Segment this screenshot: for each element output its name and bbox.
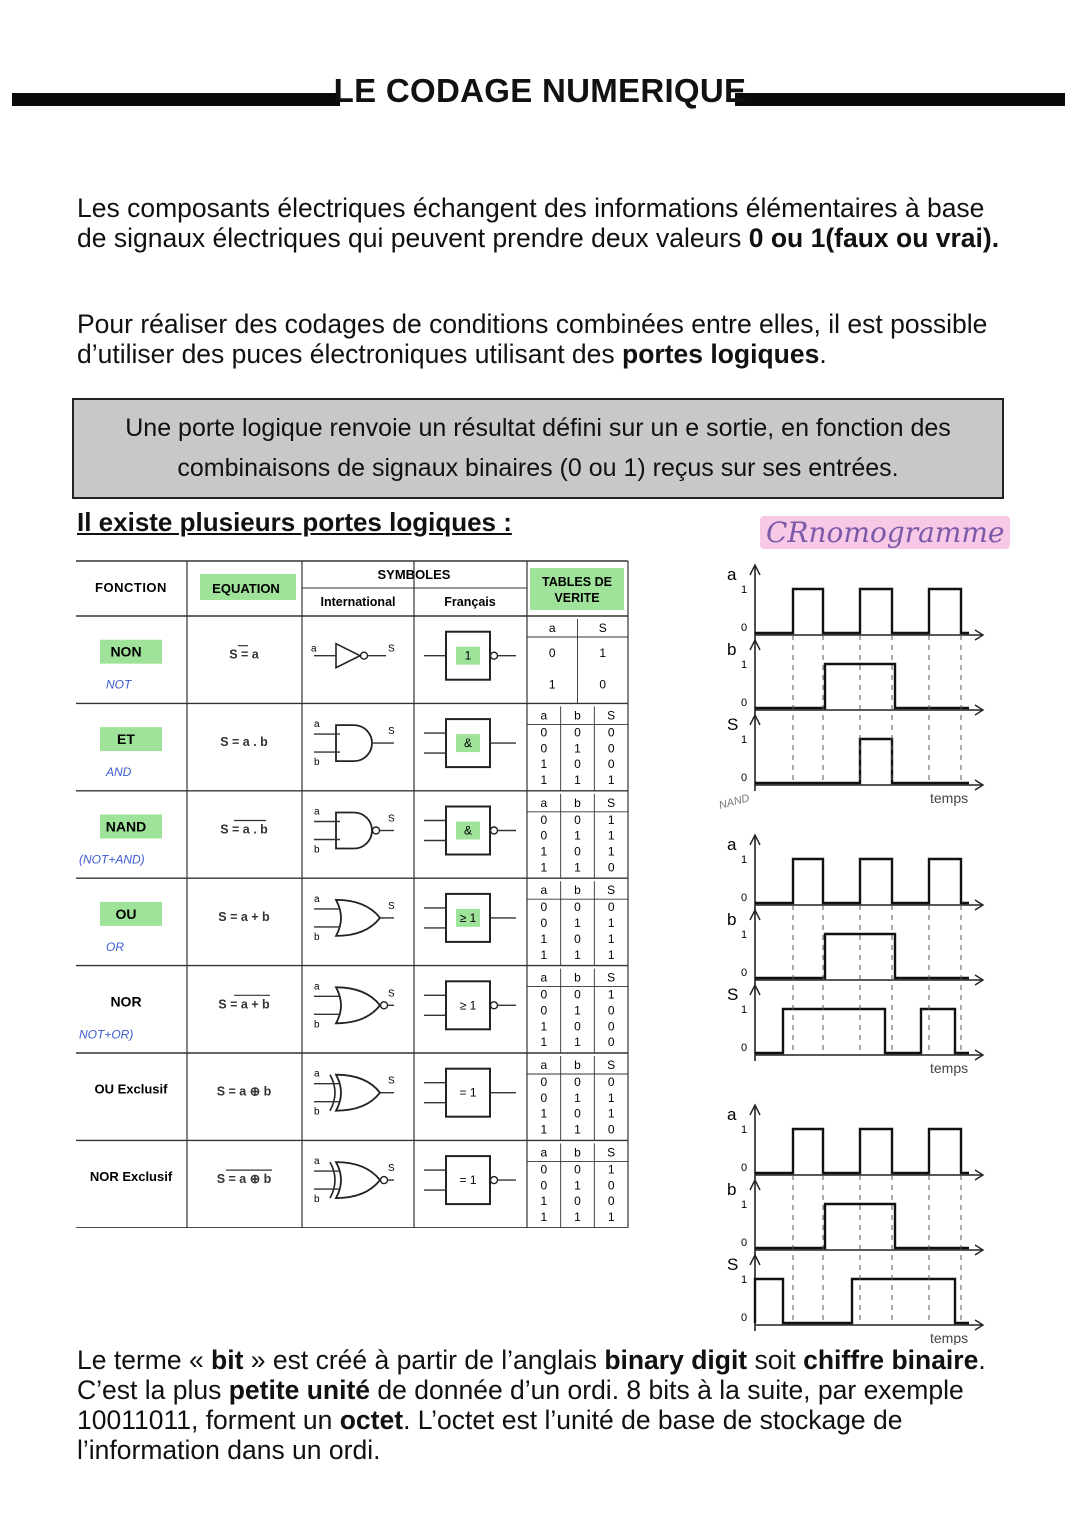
section-title: Il existe plusieurs portes logiques : — [77, 507, 512, 537]
signal-label: a — [727, 1105, 737, 1124]
truth-cell: 1 — [574, 1178, 581, 1193]
gate-row — [95, 1058, 616, 1137]
truth-col-header: a — [548, 621, 556, 635]
fonction-label: OU — [115, 905, 137, 922]
svg-text:1: 1 — [741, 1004, 748, 1016]
definition-box — [72, 398, 1004, 499]
signal-waveform — [755, 859, 969, 903]
gate-symbol — [336, 813, 372, 849]
truth-cell: 1 — [607, 844, 615, 859]
intro-paragraph-1: Les composants électriques échangent des informations élémentaires à base de signaux électriques qui peuvent prendre deux valeurs 0 ou 1(faux ou vrai). — [77, 193, 1000, 253]
truth-cell: 1 — [574, 947, 581, 962]
signal-s — [727, 985, 983, 1061]
truth-col-header: S — [598, 621, 607, 635]
header-tables-line2: VERITE — [554, 591, 600, 605]
time-label: temps — [930, 1060, 969, 1076]
truth-cell: 1 — [574, 1122, 581, 1137]
svg-text:S: S — [388, 1163, 395, 1175]
fonction-label: NOR Exclusif — [89, 1169, 173, 1185]
truth-cell: 1 — [574, 1209, 581, 1224]
truth-cell: 0 — [574, 757, 581, 772]
svg-text:0: 0 — [741, 967, 748, 979]
chronogram — [727, 1105, 983, 1345]
truth-col-header: b — [574, 795, 581, 810]
svg-text:1: 1 — [741, 854, 748, 866]
signal-b — [727, 1180, 983, 1256]
truth-cell: 1 — [607, 1090, 615, 1105]
header-tables-line1: TABLES DE — [542, 575, 612, 589]
svg-text:a: a — [314, 806, 320, 818]
svg-text:S: S — [388, 988, 395, 1000]
svg-text:1: 1 — [741, 929, 748, 941]
gate-row — [79, 971, 615, 1050]
truth-cell: 0 — [574, 844, 581, 859]
fonction-note: NOT+OR) — [79, 1027, 134, 1042]
fonction-note: (NOT+AND) — [79, 852, 145, 867]
truth-cell: 1 — [540, 844, 548, 859]
truth-cell: 0 — [574, 1162, 581, 1177]
french-gate-label: 1 — [464, 648, 472, 663]
truth-col-header: a — [540, 795, 548, 810]
truth-cell: 1 — [574, 772, 581, 787]
time-label: temps — [930, 790, 969, 806]
svg-text:0: 0 — [741, 622, 748, 634]
svg-text:a: a — [314, 1156, 320, 1168]
signal-a — [727, 1105, 983, 1181]
truth-col-header: b — [574, 883, 581, 898]
truth-cell: 1 — [574, 741, 581, 756]
truth-cell: 0 — [574, 1075, 581, 1089]
equation: S = a ⊕ b — [216, 1084, 272, 1099]
truth-cell: 0 — [540, 1178, 548, 1193]
svg-text:1: 1 — [741, 1199, 748, 1211]
svg-text:S: S — [388, 726, 395, 738]
svg-text:0: 0 — [741, 1312, 748, 1324]
definition-line-2: combinaisons de signaux binaires (0 ou 1) reçus sur ses entrées. — [177, 454, 899, 482]
truth-cell: 1 — [540, 931, 548, 946]
equation: S = a ⊕ b — [216, 1172, 272, 1187]
equation: S = a — [229, 647, 259, 662]
signal-label: a — [727, 565, 737, 584]
svg-text:a: a — [314, 719, 320, 731]
truth-cell: 0 — [540, 900, 548, 915]
truth-col-header: S — [607, 1145, 616, 1160]
truth-cell: 1 — [574, 1090, 581, 1105]
truth-cell: 0 — [574, 931, 581, 946]
time-label: temps — [930, 1330, 969, 1345]
header-symboles: SYMBOLES — [377, 567, 451, 582]
svg-text:0: 0 — [741, 697, 748, 709]
svg-text:0: 0 — [741, 772, 748, 784]
gate-symbol — [336, 900, 380, 936]
fonction-label: NAND — [105, 818, 147, 835]
truth-cell: 0 — [574, 725, 581, 740]
truth-cell: 0 — [607, 741, 615, 756]
french-gate-label: = 1 — [459, 1173, 477, 1188]
truth-cell: 1 — [574, 916, 581, 931]
fonction-note: NOT — [106, 677, 132, 692]
chronograms — [715, 555, 1015, 1345]
signal-label: b — [727, 910, 737, 929]
signal-label: a — [727, 835, 737, 854]
gate-row — [100, 883, 615, 962]
signal-waveform — [755, 739, 969, 783]
french-gate-label: & — [463, 823, 473, 838]
svg-text:a: a — [314, 893, 320, 905]
signal-s — [727, 715, 983, 791]
handwritten-note: NAND — [717, 792, 751, 812]
truth-cell: 0 — [574, 900, 581, 915]
svg-text:1: 1 — [741, 1274, 748, 1286]
svg-text:0: 0 — [741, 1162, 748, 1174]
equation: S = a . b — [220, 735, 268, 750]
truth-col-header: b — [574, 1145, 581, 1160]
svg-text:S: S — [388, 643, 395, 655]
gate-row — [79, 796, 615, 875]
truth-cell: 1 — [540, 1035, 548, 1050]
truth-cell: 1 — [607, 772, 615, 787]
chronogram — [727, 565, 983, 806]
truth-col-header: S — [607, 970, 616, 985]
truth-col-header: b — [574, 1058, 581, 1072]
truth-cell: 1 — [607, 1106, 615, 1121]
truth-cell: 0 — [540, 1090, 548, 1105]
intro-paragraph-2: Pour réaliser des codages de conditions combinées entre elles, il est possible d’utiliser des puces électroniques utilisant des portes logiques. — [77, 309, 988, 369]
truth-cell: 1 — [607, 931, 615, 946]
french-gate-label: = 1 — [459, 1085, 477, 1100]
signal-waveform — [755, 934, 969, 978]
signal-waveform — [755, 1204, 969, 1248]
truth-cell: 0 — [540, 725, 548, 740]
truth-cell: 0 — [540, 1003, 548, 1018]
french-gate-label: ≥ 1 — [459, 910, 477, 925]
svg-text:0: 0 — [741, 1042, 748, 1054]
not-gate-symbol — [336, 644, 360, 668]
truth-cell: 1 — [607, 828, 615, 843]
fonction-label: ET — [117, 731, 135, 748]
gate-symbol — [336, 987, 380, 1023]
truth-cell: 1 — [574, 1003, 581, 1018]
signal-label: S — [727, 985, 739, 1004]
signal-waveform — [755, 1279, 969, 1323]
french-gate-label: ≥ 1 — [459, 998, 477, 1013]
truth-cell: 1 — [540, 772, 548, 787]
truth-cell: 0 — [607, 1194, 615, 1209]
truth-cell: 1 — [540, 947, 548, 962]
equation: S = a + b — [218, 909, 270, 924]
truth-col-header: S — [607, 795, 616, 810]
truth-cell: 1 — [540, 1019, 548, 1034]
gate-symbol — [336, 725, 372, 761]
truth-cell: 1 — [548, 677, 556, 692]
svg-text:1: 1 — [741, 734, 748, 746]
truth-cell: 0 — [607, 1019, 615, 1034]
svg-text:b: b — [314, 1019, 320, 1031]
truth-cell: 0 — [607, 1178, 615, 1193]
truth-cell: 0 — [540, 1075, 548, 1089]
svg-text:a: a — [314, 981, 320, 993]
svg-text:a: a — [311, 643, 317, 655]
truth-cell: 1 — [607, 916, 615, 931]
truth-cell: 0 — [607, 1035, 615, 1050]
chronogram — [727, 835, 983, 1076]
signal-waveform — [755, 1009, 969, 1053]
signal-a — [727, 835, 983, 911]
signal-b — [727, 640, 983, 716]
svg-text:0: 0 — [741, 1237, 748, 1249]
signal-b — [727, 910, 983, 986]
svg-text:b: b — [314, 844, 320, 856]
truth-cell: 1 — [540, 1106, 548, 1121]
fonction-note: OR — [106, 939, 124, 954]
svg-text:b: b — [314, 1194, 320, 1206]
signal-waveform — [755, 589, 969, 633]
truth-cell: 0 — [607, 900, 615, 915]
truth-cell: 0 — [574, 812, 581, 827]
truth-cell: 0 — [540, 828, 548, 843]
truth-cell: 1 — [574, 828, 581, 843]
truth-col-header: a — [540, 883, 548, 898]
gate-row — [90, 1145, 615, 1224]
svg-text:S: S — [388, 813, 395, 825]
truth-col-header: S — [607, 883, 616, 898]
signal-waveform — [755, 1129, 969, 1173]
gate-row — [100, 621, 607, 692]
truth-cell: 1 — [607, 812, 615, 827]
chronogram-title: CRnomogramme — [760, 516, 1010, 549]
truth-cell: 1 — [540, 757, 548, 772]
header-equation: EQUATION — [212, 581, 280, 596]
svg-text:b: b — [314, 931, 320, 943]
truth-cell: 0 — [574, 1019, 581, 1034]
truth-cell: 1 — [607, 1209, 615, 1224]
svg-text:0: 0 — [741, 892, 748, 904]
truth-cell: 0 — [540, 987, 548, 1002]
header-francais: Français — [444, 595, 496, 609]
gate-symbol — [336, 1075, 380, 1111]
truth-cell: 1 — [540, 1194, 548, 1209]
truth-cell: 0 — [540, 1162, 548, 1177]
signal-label: S — [727, 1255, 739, 1274]
truth-cell: 0 — [607, 1122, 615, 1137]
svg-text:1: 1 — [741, 1124, 748, 1136]
definition-line-1: Une porte logique renvoie un résultat défini sur un e sortie, en fonction des — [125, 414, 951, 442]
truth-cell: 1 — [607, 1162, 615, 1177]
truth-cell: 0 — [540, 812, 548, 827]
french-gate-label: & — [463, 736, 473, 751]
gate-row — [100, 708, 615, 787]
truth-cell: 1 — [607, 947, 615, 962]
truth-cell: 0 — [574, 987, 581, 1002]
truth-cell: 1 — [607, 987, 615, 1002]
signal-s — [727, 1255, 983, 1331]
header-international: International — [320, 595, 396, 609]
svg-text:1: 1 — [741, 584, 748, 596]
truth-cell: 0 — [548, 646, 556, 660]
svg-text:S: S — [388, 1075, 395, 1087]
truth-col-header: a — [540, 708, 548, 723]
truth-cell: 1 — [540, 860, 548, 875]
truth-cell: 0 — [599, 677, 607, 692]
svg-text:S: S — [388, 900, 395, 912]
signal-label: b — [727, 1180, 737, 1199]
svg-text:a: a — [314, 1068, 320, 1080]
truth-col-header: S — [607, 708, 616, 723]
truth-cell: 0 — [607, 860, 615, 875]
gate-symbol — [336, 1162, 380, 1198]
truth-col-header: a — [540, 1145, 548, 1160]
truth-cell: 0 — [540, 741, 548, 756]
truth-cell: 0 — [607, 1075, 615, 1089]
truth-col-header: S — [607, 1058, 616, 1072]
signal-waveform — [755, 664, 969, 708]
svg-text:1: 1 — [741, 659, 748, 671]
fonction-label: OU Exclusif — [94, 1081, 168, 1097]
truth-cell: 1 — [540, 1209, 548, 1224]
truth-cell: 0 — [607, 1003, 615, 1018]
signal-label: S — [727, 715, 739, 734]
truth-cell: 1 — [540, 1122, 548, 1137]
page-title: LE CODAGE NUMERIQUE — [333, 72, 747, 109]
truth-col-header: a — [540, 1058, 548, 1072]
truth-cell: 0 — [607, 725, 615, 740]
truth-col-header: b — [574, 708, 581, 723]
svg-text:b: b — [314, 757, 320, 769]
truth-col-header: b — [574, 970, 581, 985]
truth-cell: 1 — [574, 1035, 581, 1050]
svg-text:b: b — [314, 1106, 320, 1118]
logic-gate-table — [76, 560, 632, 1228]
fonction-label: NON — [110, 643, 142, 660]
equation: S = a + b — [218, 997, 270, 1012]
truth-cell: 0 — [540, 916, 548, 931]
truth-cell: 0 — [574, 1106, 581, 1121]
truth-cell: 1 — [599, 646, 607, 660]
fonction-label: NOR — [110, 993, 142, 1010]
truth-cell: 1 — [574, 860, 581, 875]
equation: S = a . b — [220, 822, 268, 837]
truth-cell: 0 — [607, 757, 615, 772]
signal-label: b — [727, 640, 737, 659]
bit-paragraph: Le terme « bit » est créé à partir de l’anglais binary digit soit chiffre binaire. C’est la plus petite unité de donnée d’un ordi. 8 bits à la suite, par exemple 10011011, forment un octet. L’octet est l’unité de base de stockage de l’information dans un ordi. — [77, 1345, 986, 1465]
truth-col-header: a — [540, 970, 548, 985]
fonction-note: AND — [106, 765, 132, 780]
signal-a — [727, 565, 983, 641]
truth-cell: 0 — [574, 1194, 581, 1209]
header-fonction: FONCTION — [95, 580, 167, 595]
